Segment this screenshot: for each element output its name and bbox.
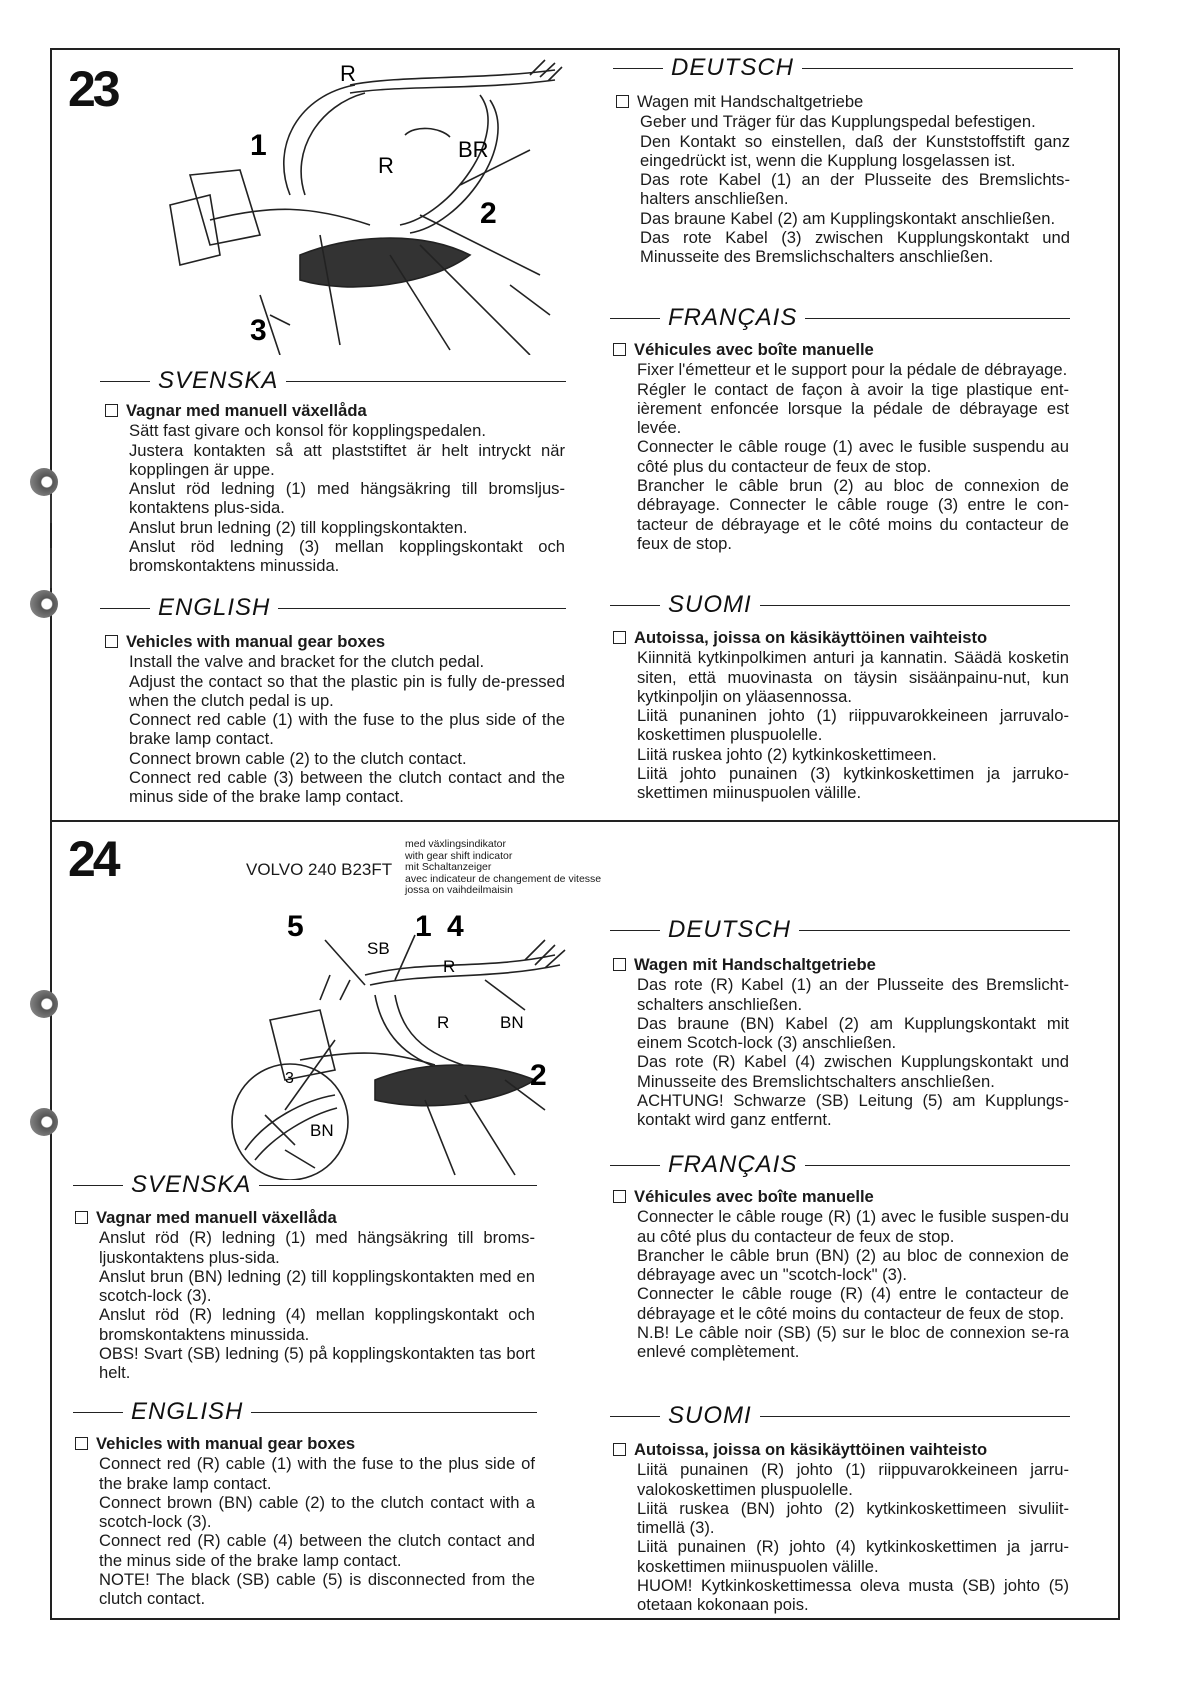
section-body: Connect red (R) cable (1) with the fuse to the plus side of the brake lamp contact. Connect brown (BN) cable (2) to the clutch contact with a scotch-lock (3). Connect red (R) cable (4) between the clutch contact and the minus side of the brake lamp contact. NOTE! The black (SB) cable (5) is disconnected from the clutch contact. — [99, 1454, 535, 1609]
fig-label: 2 — [480, 197, 497, 230]
checkbox[interactable] — [105, 635, 118, 648]
fig-label: R — [443, 957, 456, 976]
section-body: Sätt fast givare och konsol för kopplingspedalen. Justera kontakten så att plaststiftet är helt intryckt när kopplingen är uppe. Anslut röd ledning (1) med hängsäkring till bromsljus-kontaktens plus-sida. Anslut brun ledning (2) till kopplingskontakten. Anslut röd ledning (3) mellan kopplingskontakt och bromskontaktens minussida. — [129, 421, 565, 576]
lang-header-deutsch: DEUTSCH — [613, 53, 1073, 83]
section-body: Install the valve and bracket for the clutch pedal. Adjust the contact so that the plastic pin is fully de-pressed when the clutch pedal is up. Connect red cable (1) with the fuse to the plus side of the brake lamp contact. Connect brown cable (2) to the clutch contact. Connect red cable (3) between the clutch contact and the minus side of the brake lamp contact. — [129, 652, 565, 807]
section-body: Geber und Träger für das Kupplungspedal befestigen. Den Kontakt so einstellen, daß der Kunststoffstift ganz eingedrückt ist, wenn die Kupplung losgelassen ist. Das rote Kabel (1) an der Plusseite des Bremslichts-halters anschließen. Das braune Kabel (2) am Kupplingskontakt anschließen. Das rote Kabel (3) zwischen Kupplungskontakt und Minusseite des Bremslichschalters anschließen. — [640, 112, 1070, 267]
fig-label: 3 — [285, 1070, 294, 1087]
checkbox[interactable] — [75, 1211, 88, 1224]
section-body: Liitä punainen (R) johto (1) riippuvarokkeineen jarru-valokoskettimen pluspuolelle. Liitä ruskea (BN) johto (2) kytkinkoskettimeen sivuliit-timellä (3). Liitä punainen (R) johto (4) kytkinkoskettimen ja jarru-koskettimen miinuspuolen välille. HUOM! Kytkinkoskettimessa oleva musta (SB) johto (5) otetaan kokonaan pois. — [637, 1460, 1069, 1615]
section-francais-23: Véhicules avec boîte manuelle Fixer l'émetteur et le support pour la pédale de débrayage. Régler le contact de façon à avoir la tige plastique ent-ièrement enfoncée lorsque la pédale de débrayage est levée. Connecter le câble rouge (1) avec le fusible suspendu au côté plus du contacteur de feux de stop. Brancher le câble brun (2) au bloc de connexion de débrayage. Connecter le câble rouge (3) entre le con-tacteur de débrayage et le côté moins du contacteur de feux de stop. — [637, 340, 1069, 553]
section-english-23: Vehicles with manual gear boxes Install the valve and bracket for the clutch pedal. Adjust the contact so that the plastic pin is fully de-pressed when the clutch pedal is up. Connect red cable (1) with the fuse to the plus side of the brake lamp contact. Connect brown cable (2) to the clutch contact. Connect red cable (3) between the clutch contact and the minus side of the brake lamp contact. — [129, 632, 565, 807]
binder-mark — [50, 495, 52, 523]
binder-hole — [30, 468, 58, 496]
lang-header-francais: FRANÇAIS — [610, 303, 1070, 333]
fig-label: BN — [310, 1121, 334, 1140]
clutch-wiring-illustration-b23ft — [225, 900, 585, 1180]
binder-mark — [50, 1060, 52, 1100]
section-body: Anslut röd (R) ledning (1) med hängsäkring till broms-ljuskontaktens plus-sida. Anslut brun (BN) ledning (2) till kopplingskontakten med en scotch-lock (3). Anslut röd (R) ledning (4) mellan kopplingskontakt och bromskontaktens minussida. OBS! Svart (SB) ledning (5) på kopplingskontakten tas bort helt. — [99, 1228, 535, 1383]
lang-header-english: ENGLISH — [100, 593, 566, 623]
binder-hole — [30, 1108, 58, 1136]
checkbox[interactable] — [613, 631, 626, 644]
fig-label: BR — [458, 137, 489, 162]
fig-label: 3 — [250, 314, 267, 347]
checkbox[interactable] — [613, 1190, 626, 1203]
binder-hole — [30, 590, 58, 618]
lang-header-francais: FRANÇAIS — [610, 1150, 1070, 1180]
section-deutsch-23: Wagen mit Handschaltgetriebe Geber und Träger für das Kupplungspedal befestigen. Den Kontakt so einstellen, daß der Kunststoffstift ganz eingedrückt ist, wenn die Kupplung losgelassen ist. Das rote Kabel (1) an der Plusseite des Bremslichts-halters anschließen. Das braune Kabel (2) am Kupplingskontakt anschließen. Das rote Kabel (3) zwischen Kupplungskontakt und Minusseite des Bremslichschalters anschließen. — [640, 92, 1070, 267]
section-deutsch-24: Wagen mit Handschaltgetriebe Das rote (R) Kabel (1) an der Plusseite des Bremslicht-schalters anschließen. Das braune (BN) Kabel (2) am Kupplungskontakt mit einem Scotch-lock (3) anschließen. Das rote (R) Kabel (4) zwischen Kupplungskontakt und Minusseite des Bremslichtschalters anschließen. ACHTUNG! Schwarze (SB) Leitung (5) am Kupplungs-kontakt wird ganz entfernt. — [637, 955, 1069, 1130]
clutch-wiring-illustration — [150, 55, 570, 355]
fig-label: 2 — [530, 1059, 547, 1092]
fig-label: 1 — [250, 129, 267, 162]
fig-label: R — [340, 61, 356, 86]
fig-label: SB — [367, 939, 390, 958]
section-english-24: Vehicles with manual gear boxes Connect red (R) cable (1) with the fuse to the plus side of the brake lamp contact. Connect brown (BN) cable (2) to the clutch contact with a scotch-lock (3). Connect red (R) cable (4) between the clutch contact and the minus side of the brake lamp contact. NOTE! The black (SB) cable (5) is disconnected from the clutch contact. — [99, 1434, 535, 1609]
lang-header-svenska: SVENSKA — [100, 366, 566, 396]
fig-label: 1 — [415, 910, 432, 943]
checkbox[interactable] — [75, 1437, 88, 1450]
section-svenska-24: Vagnar med manuell växellåda Anslut röd (R) ledning (1) med hängsäkring till broms-ljuskontaktens plus-sida. Anslut brun (BN) ledning (2) till kopplingskontakten med en scotch-lock (3). Anslut röd (R) ledning (4) mellan kopplingskontakt och bromskontaktens minussida. OBS! Svart (SB) ledning (5) på kopplingskontakten tas bort helt. — [99, 1208, 535, 1383]
indicator-caption: med växlingsindikator with gear shift indicator mit Schaltanzeiger avec indicateur de changement de vitesse jossa on vaihdeilmaisin — [405, 838, 602, 896]
checkbox[interactable] — [613, 1443, 626, 1456]
lang-header-suomi: SUOMI — [610, 1401, 1070, 1431]
section-francais-24: Véhicules avec boîte manuelle Connecter le câble rouge (R) (1) avec le fusible suspen-du au côté plus du contacteur de feux de stop. Brancher le câble brun (BN) (2) au bloc de connexion de débrayage avec un "scotch-lock" (3). Connecter le câble rouge (R) (4) entre le contacteur de débrayage et le côté moins du contacteur de feux de stop. N.B! Le câble noir (SB) (5) sur le bloc de connexion se-ra enlevé complètement. — [637, 1187, 1069, 1362]
lang-header-deutsch: DEUTSCH — [610, 915, 1070, 945]
binder-hole — [30, 990, 58, 1018]
section-body: Das rote (R) Kabel (1) an der Plusseite des Bremslicht-schalters anschließen. Das braune (BN) Kabel (2) am Kupplungskontakt mit einem Scotch-lock (3) anschließen. Das rote (R) Kabel (4) zwischen Kupplungskontakt und Minusseite des Bremslichtschalters anschließen. ACHTUNG! Schwarze (SB) Leitung (5) am Kupplungs-kontakt wird ganz entfernt. — [637, 975, 1069, 1130]
fig-label: 5 — [287, 910, 304, 943]
fig-label: 4 — [447, 910, 464, 943]
checkbox[interactable] — [613, 343, 626, 356]
fig-label: BN — [500, 1013, 524, 1032]
checkbox[interactable] — [105, 404, 118, 417]
step-number: 23 — [68, 61, 118, 117]
fig-label: R — [378, 153, 394, 178]
fig-label: R — [437, 1013, 450, 1032]
checkbox[interactable] — [616, 95, 629, 108]
section-body: Fixer l'émetteur et le support pour la pédale de débrayage. Régler le contact de façon à avoir la tige plastique ent-ièrement enfoncée lorsque la pédale de débrayage est levée. Connecter le câble rouge (1) avec le fusible suspendu au côté plus du contacteur de feux de stop. Brancher le câble brun (2) au bloc de connexion de débrayage. Connecter le câble rouge (3) entre le con-tacteur de débrayage et le côté moins du contacteur de feux de stop. — [637, 360, 1069, 553]
checkbox[interactable] — [613, 958, 626, 971]
model-label: VOLVO 240 B23FT — [246, 860, 393, 879]
section-svenska-23: Vagnar med manuell växellåda Sätt fast givare och konsol för kopplingspedalen. Justera kontakten så att plaststiftet är helt intryckt när kopplingen är uppe. Anslut röd ledning (1) med hängsäkring till bromsljus-kontaktens plus-sida. Anslut brun ledning (2) till kopplingskontakten. Anslut röd ledning (3) mellan kopplingskontakt och bromskontaktens minussida. — [129, 401, 565, 576]
lang-header-svenska: SVENSKA — [73, 1170, 537, 1200]
step-divider — [50, 820, 1118, 822]
section-suomi-24: Autoissa, joissa on käsikäyttöinen vaihteisto Liitä punainen (R) johto (1) riippuvarokkeineen jarru-valokoskettimen pluspuolelle. Liitä ruskea (BN) johto (2) kytkinkoskettimeen sivuliit-timellä (3). Liitä punainen (R) johto (4) kytkinkoskettimen ja jarru-koskettimen miinuspuolen välille. HUOM! Kytkinkoskettimessa oleva musta (SB) johto (5) otetaan kokonaan pois. — [637, 1440, 1069, 1615]
step-number: 24 — [68, 831, 118, 887]
section-body: Kiinnitä kytkinpolkimen anturi ja kannatin. Säädä kosketin siten, että muovinasta on täysin sisäänpainu-nut, kun kytkinpoljin on yläasennossa. Liitä punaninen johto (1) riippuvarokkeineen jarruvalo-koskettimen pluspuolelle. Liitä ruskea johto (2) kytkinkoskettimeen. Liitä johto punainen (3) kytkinkoskettimen ja jarruko-skettimen miinuspuolen välille. — [637, 648, 1069, 803]
lang-header-suomi: SUOMI — [610, 590, 1070, 620]
binder-mark — [50, 548, 52, 588]
section-body: Connecter le câble rouge (R) (1) avec le fusible suspen-du au côté plus du contacteur de feux de stop. Brancher le câble brun (BN) (2) au bloc de connexion de débrayage avec un "scotch-lock" (3). Connecter le câble rouge (R) (4) entre le contacteur de débrayage et le côté moins du contacteur de feux de stop. N.B! Le câble noir (SB) (5) sur le bloc de connexion se-ra enlevé complètement. — [637, 1207, 1069, 1362]
lang-header-english: ENGLISH — [73, 1397, 537, 1427]
section-suomi-23: Autoissa, joissa on käsikäyttöinen vaihteisto Kiinnitä kytkinpolkimen anturi ja kannatin. Säädä kosketin siten, että muovinasta on täysin sisäänpainu-nut, kun kytkinpoljin on yläasennossa. Liitä punaninen johto (1) riippuvarokkeineen jarruvalo-koskettimen pluspuolelle. Liitä ruskea johto (2) kytkinkoskettimeen. Liitä johto punainen (3) kytkinkoskettimen ja jarruko-skettimen miinuspuolen välille. — [637, 628, 1069, 803]
